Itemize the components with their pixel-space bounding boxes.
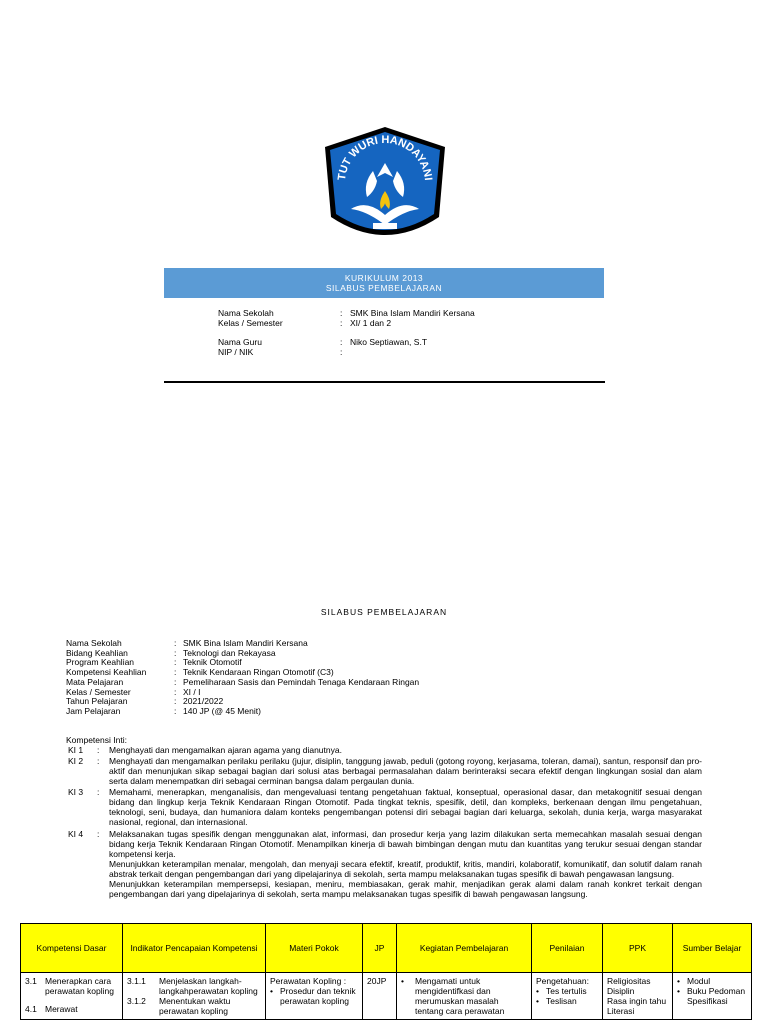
divider-line (164, 381, 605, 383)
ki-text: Melaksanakan tugas spesifik dengan menggunakan alat, informasi, dan prosedur kerja yang lazim dilakukan serta memecahkan masalah sesuai dengan bidang kerja Teknik Kendaraan Ringan Otomotif. Menampilkan kinerja di bawah bimbingan dengan mutu dan kuantitas yang terukur sesuai dengan standar kompetensi kerja. (109, 829, 702, 859)
ki-item: KI 2 : Menghayati dan mengamalkan perilaku perilaku (jujur, disiplin, tanggung jawab, peduli (gotong royong, kerjasama, toleran, damai), santun, responsif dan pro-aktif dan menunjukan sikap sebagai bagian dari solusi atas berbagai permasalahan dalam berinteraksi secara efektif dengan lingkungan sosial dan alam serta dalam menempatkan diri sebagai cerminan bangsa dalam pergaulan dunia. (68, 756, 702, 786)
header-penilaian: Penilaian (532, 924, 603, 973)
info-row: Program Keahlian : Teknik Otomotif (66, 657, 242, 668)
silabus-title: SILABUS PEMBELAJARAN (320, 607, 448, 617)
cell-ppk (603, 973, 673, 1020)
header-indikator: Indikator Pencapaian Kompetensi (123, 924, 266, 973)
kd-text: Menerapkan cara perawatan kopling (45, 976, 114, 996)
cover-row: Nama Sekolah : SMK Bina Islam Mandiri Kersana (218, 308, 475, 318)
cover-value: SMK Bina Islam Mandiri Kersana (350, 308, 475, 318)
info-value: 2021/2022 (183, 696, 224, 707)
ki-number: KI 4 (68, 829, 84, 839)
sumber-bullet: Buku Pedoman Spesifikasi (687, 986, 746, 1006)
silabus-info (66, 639, 419, 717)
table-header-row (21, 924, 752, 973)
ppk-item: Literasi (607, 1006, 635, 1016)
ki-number: KI 3 (68, 787, 84, 797)
ppk-item: Rasa ingin tahu (607, 996, 667, 1006)
info-label: Nama Sekolah (66, 638, 122, 648)
cover-row: Nama Guru : Niko Septiawan, S.T (218, 337, 428, 347)
cover-line1: KURIKULUM 2013 (344, 273, 424, 283)
cell-materi-pokok: Perawatan Kopling : • Prosedur dan teknik perawatan kopling (266, 973, 363, 1020)
cell-indikator (123, 973, 266, 1020)
info-value: Teknik Otomotif (183, 657, 242, 668)
info-label: Bidang Keahlian (66, 647, 128, 658)
ki-text: Menunjukkan keterampilan menalar, mengolah, dan menyaji secara efektif, kreatif, produktif, kritis, mandiri, kolaboratif, komunikatif, dan solutif dalam ranah abstrak terkait dengan pengembangan dari yang dipelajarinya di sekolah, serta mampu melaksanakan tugas spesifik di bawah pengawasan langsung. (109, 859, 702, 879)
kegiatan-bullet: Mengamati untuk mengidentifkasi dan merumuskan masalah tentang cara perawatan (415, 976, 505, 1016)
ipk-number: 3.1.2 (127, 996, 146, 1006)
ki-text: Menghayati dan mengamalkan ajaran agama yang dianutnya. (109, 745, 342, 755)
penilaian-bullet: Teslisan (546, 996, 577, 1006)
cell-sumber-belajar: • Modul • Buku Pedoman Spesifikasi (673, 973, 752, 1020)
header-ppk: PPK (603, 924, 673, 973)
materi-bullet: Prosedur dan teknik perawatan kopling (280, 986, 356, 1006)
cover-label: Kelas / Semester (218, 318, 283, 328)
cover-row: Kelas / Semester : XI/ 1 dan 2 (218, 318, 392, 328)
ki-text: Menghayati dan mengamalkan perilaku perilaku (jujur, disiplin, tanggung jawab, peduli (gotong royong, kerjasama, toleran, damai), santun, responsif dan pro-aktif dan menunjukan sikap sebagai bagian dari solusi atas berbagai permasalahan dalam berinteraksi secara efektif dengan lingkungan sosial dan alam serta dalam menempatkan diri sebagai cerminan bangsa dalam pergaulan dunia. (109, 756, 702, 786)
cover-banner (164, 268, 604, 298)
cell-penilaian: Pengetahuan: • Tes tertulis • Teslisan (532, 973, 603, 1020)
kd-number: 4.1 (25, 1004, 37, 1014)
info-row: Kompetensi Keahlian : Teknik Kendaraan Ringan Otomotif (C3) (66, 667, 334, 678)
ppk-item: Disiplin (607, 986, 635, 996)
info-row: Tahun Pelajaran : 2021/2022 (66, 696, 224, 707)
kd-number: 3.1 (25, 976, 37, 986)
header-kegiatan: Kegiatan Pembelajaran (397, 924, 532, 973)
info-row: Jam Pelajaran : 140 JP (@ 45 Menit) (66, 705, 261, 716)
info-label: Program Keahlian (66, 657, 135, 668)
penilaian-intro: Pengetahuan: (536, 976, 589, 986)
kd-text: Merawat (45, 1004, 78, 1014)
ki-text: Memahami, menerapkan, menganalisis, dan mengevaluasi tentang pengetahuan faktual, konseptual, operasional dasar, dan metakognitif sesuai dengan bidang dan lingkup kerja Teknik Kendaraan Ringan Otomotif. Pada tingkat teknis, spesifik, detil, dan kompleks, berkenaan dengan ilmu pengetahuan, teknologi, seni, budaya, dan humaniora dalam konteks pengembangan potensi diri sebagai bagian dari keluarga, sekolah, dunia kerja, warga masyarakat nasional, regional, dan internasional. (109, 787, 702, 827)
info-label: Jam Pelajaran (66, 705, 121, 716)
ki-number: KI 1 (68, 745, 84, 755)
sumber-bullet: Modul (687, 976, 711, 986)
cover-info (218, 308, 475, 357)
header-sumber-belajar: Sumber Belajar (673, 924, 752, 973)
ppk-item: Religiositas (607, 976, 651, 986)
ipk-text: Menentukan waktu perawatan kopling (159, 996, 231, 1016)
info-row: Mata Pelajaran : Pemeliharaan Sasis dan Pemindah Tenaga Kendaraan Ringan (66, 676, 420, 687)
info-value: XI / I (183, 686, 201, 697)
info-row: Bidang Keahlian : Teknologi dan Rekayasa (66, 647, 276, 658)
info-label: Mata Pelajaran (66, 676, 124, 687)
cover-line2: SILABUS PEMBELAJARAN (325, 283, 443, 293)
table-row (21, 973, 752, 1020)
cell-kegiatan: • Mengamati untuk mengidentifkasi dan merumuskan masalah tentang cara perawatan (397, 973, 532, 1020)
info-value: Teknik Kendaraan Ringan Otomotif (C3) (183, 667, 334, 678)
info-value: Pemeliharaan Sasis dan Pemindah Tenaga Kendaraan Ringan (183, 676, 420, 687)
ipk-number: 3.1.1 (127, 976, 146, 986)
ki-item: KI 4 : Melaksanakan tugas spesifik dengan menggunakan alat, informasi, dan prosedur kerja yang lazim dilakukan serta memecahkan masalah sesuai dengan bidang kerja Teknik Kendaraan Ringan Otomotif. Menampilkan kinerja di bawah bimbingan dengan mutu dan kuantitas yang terukur sesuai dengan standar kompetensi kerja. Menunjukkan keterampilan menalar, mengolah, dan menyaji secara efektif, kreatif, produktif, kritis, mandiri, kolaboratif, komunikatif, dan solutif dalam ranah abstrak terkait dengan pengembangan dari yang dipelajarinya di sekolah, serta mampu melaksanakan tugas spesifik di bawah pengawasan langsung. Menunjukkan keterampilan mempersepsi, kesiapan, meniru, membiasakan, gerak mahir, menjadikan gerak alami dalam ranah konkret terkait dengan pengembangan dari yang dipelajarinya di sekolah, serta mampu melaksanakan tugas spesifik di bawah pengawasan langsung. (68, 829, 702, 899)
cover-row: NIP / NIK : (218, 347, 343, 357)
info-value: 140 JP (@ 45 Menit) (183, 705, 261, 716)
info-value: Teknologi dan Rekayasa (183, 647, 276, 658)
ki-number: KI 2 (68, 756, 84, 766)
ipk-text: Menjelaskan langkah-langkahperawatan kopling (159, 976, 258, 996)
info-label: Tahun Pelajaran (66, 696, 128, 707)
ki-text: Menunjukkan keterampilan mempersepsi, kesiapan, meniru, membiasakan, gerak mahir, menjadikan gerak alami dalam ranah konkret terkait dengan pengembangan dari yang dipelajarinya di sekolah, serta mampu melaksanakan tugas spesifik di bawah pengawasan langsung. (109, 879, 702, 899)
info-label: Kompetensi Keahlian (66, 667, 147, 678)
logo-text: TUT WURI HANDAYANI (336, 133, 434, 182)
info-row: Nama Sekolah : SMK Bina Islam Mandiri Kersana (66, 638, 308, 648)
ki-heading: Kompetensi Inti: (66, 735, 127, 745)
penilaian-bullet: Tes tertulis (546, 986, 587, 996)
cover-label: Nama Sekolah (218, 308, 274, 318)
cover-value: Niko Septiawan, S.T (350, 337, 428, 347)
cover-value: XI/ 1 dan 2 (350, 318, 392, 328)
cover-label: Nama Guru (218, 337, 262, 347)
materi-intro: Perawatan Kopling : (270, 976, 347, 986)
tut-wuri-handayani-logo (315, 125, 455, 250)
header-jp: JP (363, 924, 397, 973)
cell-jp: 20JP (363, 973, 397, 1020)
cell-kompetensi-dasar (21, 973, 123, 1020)
info-label: Kelas / Semester (66, 686, 131, 697)
ki-item: KI 1 : Menghayati dan mengamalkan ajaran agama yang dianutnya. (66, 745, 702, 755)
header-kompetensi-dasar: Kompetensi Dasar (21, 924, 123, 973)
ki-item: KI 3 : Memahami, menerapkan, menganalisis, dan mengevaluasi tentang pengetahuan faktual, konseptual, operasional dasar, dan metakognitif sesuai dengan bidang dan lingkup kerja Teknik Kendaraan Ringan Otomotif. Pada tingkat teknis, spesifik, detil, dan kompleks, berkenaan dengan ilmu pengetahuan, teknologi, seni, budaya, dan humaniora dalam konteks pengembangan potensi diri sebagai bagian dari keluarga, sekolah, dunia kerja, warga masyarakat nasional, regional, dan internasional. (68, 787, 702, 827)
silabus-table (20, 923, 752, 1020)
header-materi-pokok: Materi Pokok (266, 924, 363, 973)
cover-label: NIP / NIK (218, 347, 254, 357)
info-row: Kelas / Semester : XI / I (66, 686, 201, 697)
info-value: SMK Bina Islam Mandiri Kersana (183, 638, 308, 648)
